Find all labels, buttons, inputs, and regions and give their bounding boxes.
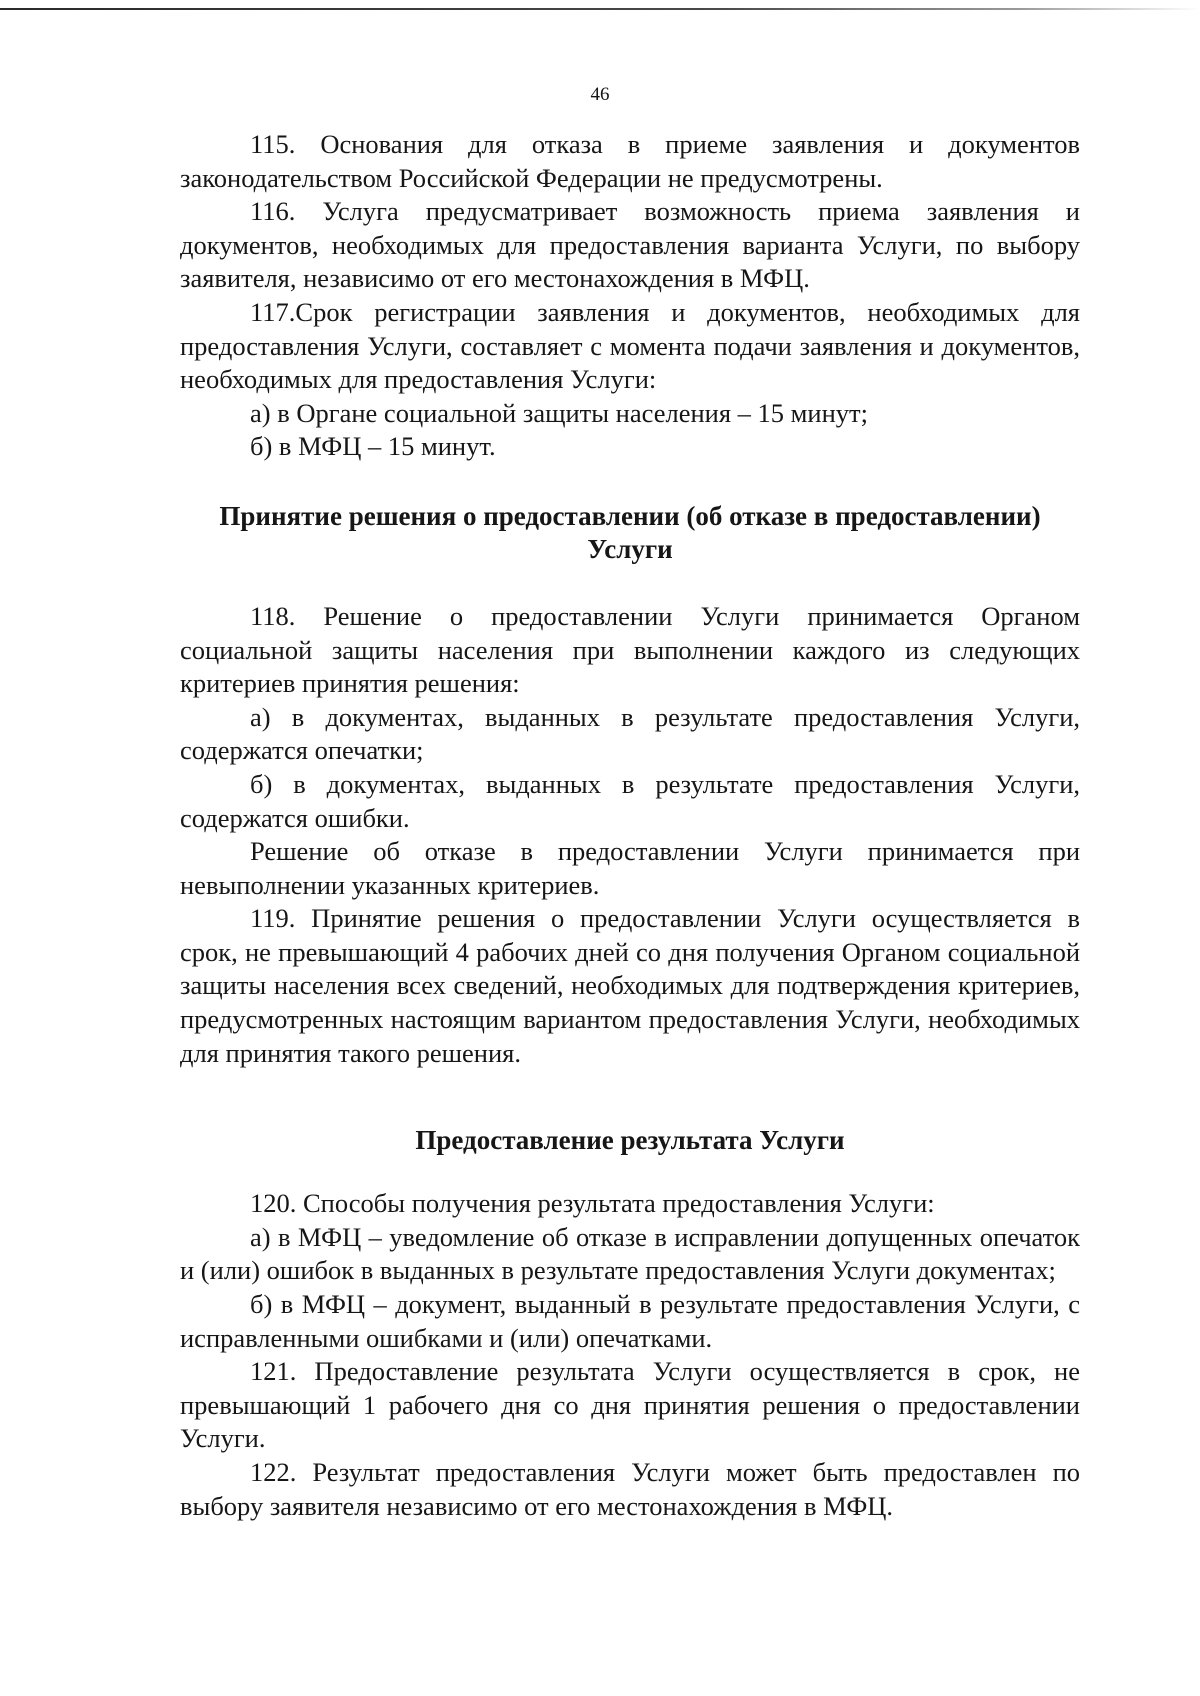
paragraph-refusal: Решение об отказе в предоставлении Услуги принимается при невыполнении указанных критериев. bbox=[180, 836, 1080, 900]
paragraph-118-b: б) в документах, выданных в результате предоставления Услуги, содержатся ошибки. bbox=[180, 768, 1080, 833]
paragraph-116: 116. Услуга предусматривает возможность приема заявления и документов, необходимых для предоставления варианта Услуги, по выбору заявителя, независимо от его местонахождения в МФЦ. bbox=[180, 196, 1080, 294]
paragraph-117-b: б) в МФЦ – 15 минут. bbox=[250, 431, 496, 462]
paragraph-122: 122. Результат предоставления Услуги может быть предоставлен по выбору заявителя независимо от его местонахождения в МФЦ. bbox=[180, 1457, 1080, 1521]
paragraph-117: 117.Срок регистрации заявления и документов, необходимых для предоставления Услуги, составляет с момента подачи заявления и документов, необходимых для предоставления Услуги: bbox=[180, 296, 1080, 395]
paragraph-120-b: б) в МФЦ – документ, выданный в результате предоставления Услуги, с исправленными ошибками и (или) опечатками. bbox=[180, 1289, 1080, 1353]
scan-top-edge bbox=[0, 8, 1200, 10]
section-heading-decision: Принятие решения о предоставлении (об отказе в предоставлении) Услуги bbox=[219, 500, 1041, 564]
paragraph-120-a: а) в МФЦ – уведомление об отказе в исправлении допущенных опечаток и (или) ошибок в выданных в результате предоставления Услуги документах; bbox=[180, 1221, 1080, 1286]
paragraph-120: 120. Способы получения результата предоставления Услуги: bbox=[250, 1188, 935, 1219]
paragraph-118-a: а) в документах, выданных в результате предоставления Услуги, содержатся опечатки; bbox=[180, 701, 1080, 766]
paragraph-118: 118. Решение о предоставлении Услуги принимается Органом социальной защиты населения при выполнении каждого из следующих критериев принятия решения: bbox=[180, 600, 1080, 699]
document-body bbox=[180, 128, 1080, 1523]
paragraph-119: 119. Принятие решения о предоставлении Услуги осуществляется в срок, не превышающий 4 рабочих дней со дня получения Органом социальной защиты населения всех сведений, необходимых для подтверждения критериев, предусмотренных настоящим вариантом предоставления Услуги, необходимых для принятия такого решения. bbox=[180, 903, 1080, 1068]
paragraph-121: 121. Предоставление результата Услуги осуществляется в срок, не превышающий 1 рабочего дня со дня принятия решения о предоставлении Услуги. bbox=[180, 1356, 1080, 1454]
section-heading-result: Предоставление результата Услуги bbox=[415, 1125, 845, 1156]
paragraph-115: 115. Основания для отказа в приеме заявления и документов законодательством Российской Федерации не предусмотрены. bbox=[180, 129, 1080, 193]
page-number: 46 bbox=[590, 84, 610, 105]
paragraph-117-a: а) в Органе социальной защиты населения – 15 минут; bbox=[250, 397, 868, 428]
